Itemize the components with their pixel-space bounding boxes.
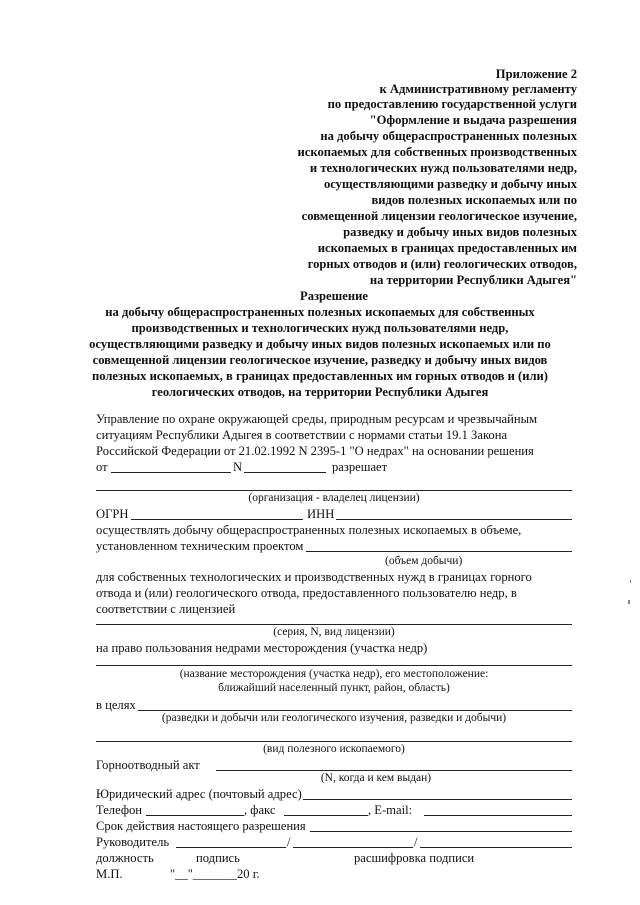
regulation-line: на добычу общераспространенных полезных xyxy=(320,129,577,143)
organization-caption: (организация - владелец лицензии) xyxy=(248,492,420,504)
position-caption: должность xyxy=(96,851,154,865)
inn-label: ИНН xyxy=(307,507,335,521)
scan-speck xyxy=(628,600,630,604)
head-position-field[interactable] xyxy=(176,847,286,848)
deposit-caption: ближайший населенный пункт, район, область) xyxy=(218,682,450,694)
deposit-right-text: на право пользования недрами месторождения (участка недр) xyxy=(96,641,428,655)
regulation-line: ископаемых для собственных производственных xyxy=(297,145,577,159)
regulation-line: совмещенной лицензии геологическое изучение, xyxy=(301,209,577,223)
needs-text: отвода и (или) геологического отвода, предоставленного пользователю недр, в xyxy=(96,586,517,600)
permits-label: разрешает xyxy=(332,460,388,474)
appendix-label: Приложение 2 xyxy=(495,67,577,81)
subtitle-line: производственных и технологических нужд пользователями недр, xyxy=(131,321,509,335)
head-label: Руководитель xyxy=(96,835,170,849)
address-label: Юридический адрес (почтовый адрес) xyxy=(96,787,302,801)
regulation-line: на территории Республики Адыгея" xyxy=(369,273,577,287)
fax-label: , факс xyxy=(244,803,276,817)
purpose-caption: (разведки и добычи или геологического изучения, разведки и добычи) xyxy=(161,712,507,724)
ogrn-field[interactable] xyxy=(131,519,303,520)
extraction-text: установленном техническим проектом xyxy=(96,539,304,553)
signature-caption: подпись xyxy=(196,851,240,865)
document-title: Разрешение xyxy=(300,289,368,303)
inn-field[interactable] xyxy=(336,519,572,520)
validity-field[interactable] xyxy=(310,831,572,832)
regulation-line: разведку и добычу иных видов полезных xyxy=(343,225,577,239)
regulation-line: и технологических нужд пользователями недр, xyxy=(309,161,577,175)
phone-field[interactable] xyxy=(146,815,244,816)
regulation-line: ископаемых в границах предоставленных им xyxy=(317,241,577,255)
slash: / xyxy=(414,835,418,849)
intro-line: Российской Федерации от 21.02.1992 N 2395-1 "О недрах" на основании решения xyxy=(96,444,534,458)
deposit-field[interactable] xyxy=(96,665,572,666)
extraction-text: осуществлять добычу общераспространенных полезных ископаемых в объеме, xyxy=(96,523,522,537)
intro-line: ситуациям Республики Адыгея в соответствии с нормами статьи 19.1 Закона xyxy=(96,428,508,442)
mining-act-caption: (N, когда и кем выдан) xyxy=(320,772,432,784)
regulation-line: "Оформление и выдача разрешения xyxy=(369,113,577,127)
decoding-caption: расшифровка подписи xyxy=(354,851,475,865)
subtitle-line: геологических отводов, на территории Республики Адыгея xyxy=(151,385,489,399)
ogrn-label: ОГРН xyxy=(96,507,129,521)
head-signature-field[interactable] xyxy=(293,847,413,848)
slash: / xyxy=(287,835,291,849)
address-field[interactable] xyxy=(303,799,572,800)
purpose-label: в целях xyxy=(96,698,136,712)
decision-from-label: от xyxy=(96,460,108,474)
validity-label: Срок действия настоящего разрешения xyxy=(96,819,306,833)
scan-speck xyxy=(630,580,631,583)
subtitle-line: полезных ископаемых, в границах предоставленных им горных отводов и (или) xyxy=(91,369,549,383)
regulation-line: к Административному регламенту xyxy=(379,82,577,96)
mining-act-label: Горноотводный акт xyxy=(96,758,200,772)
subtitle-line: на добычу общераспространенных полезных ископаемых для собственных xyxy=(105,305,535,319)
needs-text: для собственных технологических и производственных нужд в границах горного xyxy=(96,570,532,584)
volume-field[interactable] xyxy=(306,551,572,552)
decision-number-label: N xyxy=(233,460,243,474)
decision-number-field[interactable] xyxy=(244,472,326,473)
deposit-caption: (название месторождения (участка недр), его местоположение: xyxy=(179,668,489,680)
email-field[interactable] xyxy=(424,815,572,816)
needs-text: соответствии с лицензией xyxy=(96,602,236,616)
regulation-line: по предоставлению государственной услуги xyxy=(327,97,577,111)
decision-date-field[interactable] xyxy=(111,472,231,473)
phone-label: Телефон xyxy=(96,803,143,817)
date-field[interactable]: "__"_______20 г. xyxy=(170,867,260,881)
mineral-caption: (вид полезного ископаемого) xyxy=(263,743,405,755)
regulation-line: видов полезных ископаемых или по xyxy=(371,193,577,207)
email-label: , E-mail: xyxy=(368,803,413,817)
volume-caption: (объем добычи) xyxy=(385,555,463,567)
regulation-line: осуществляющими разведку и добычу иных xyxy=(323,177,577,191)
stamp-label: М.П. xyxy=(96,867,123,881)
subtitle-line: осуществляющими разведку и добычу иных видов полезных ископаемых или по xyxy=(89,337,551,351)
fax-field[interactable] xyxy=(284,815,368,816)
regulation-line: горных отводов и (или) геологических отводов, xyxy=(307,257,577,271)
intro-line: Управление по охране окружающей среды, природным ресурсам и чрезвычайным xyxy=(96,412,538,426)
head-name-field[interactable] xyxy=(420,847,572,848)
subtitle-line: совмещенной лицензии геологическое изучение, разведку и добычу иных видов xyxy=(92,353,548,367)
license-caption: (серия, N, вид лицензии) xyxy=(273,626,395,638)
